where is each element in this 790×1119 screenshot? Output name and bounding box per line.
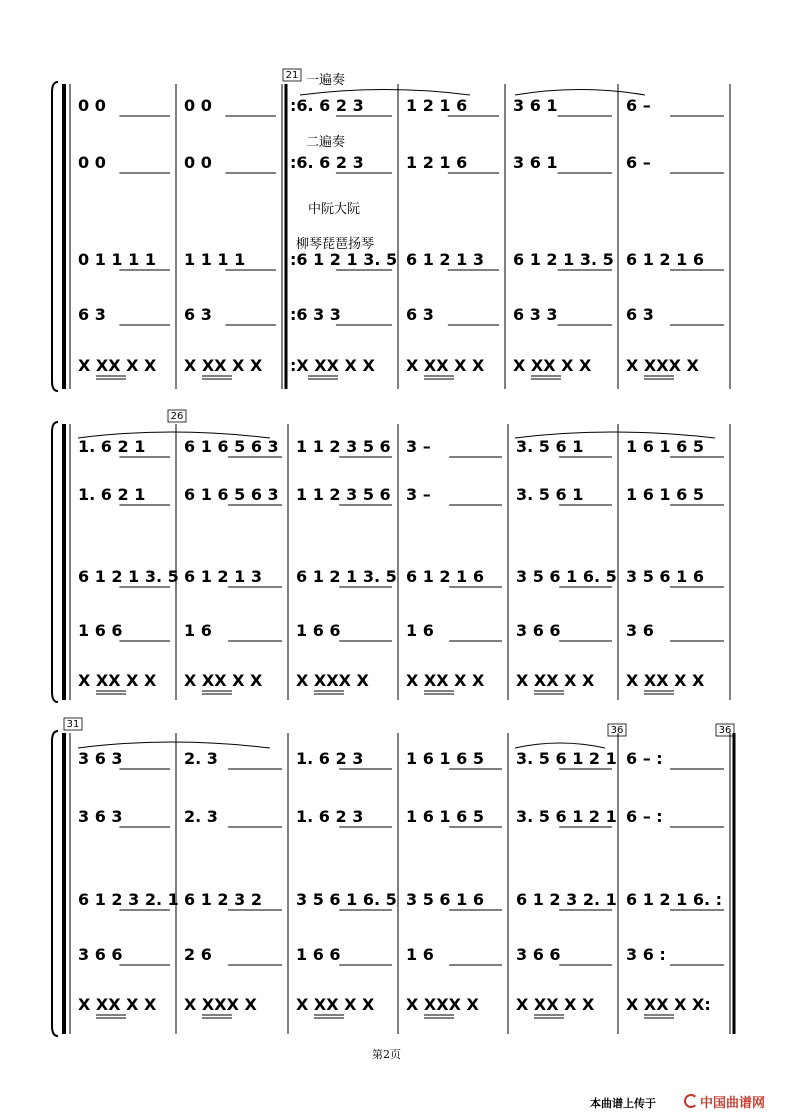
- measure-notation: X XXX X: [406, 995, 479, 1014]
- performance-annotation: 一遍奏: [306, 73, 346, 88]
- measure-notation: :6 3 3: [290, 305, 341, 324]
- measure-notation: 2. 3: [184, 749, 218, 768]
- measure-notation: 6 –: [626, 153, 651, 172]
- measure-notation: 6 1 2 1 6: [406, 567, 484, 586]
- measure-notation: 0 0: [78, 153, 106, 172]
- measure-notation: 1. 6 2 3: [296, 807, 364, 826]
- measure-notation: 1 6 1 6 5: [406, 749, 484, 768]
- measure-notation: 6 1 2 3 2. 1: [78, 890, 179, 909]
- system-brace: [52, 82, 58, 391]
- measure-notation: 2 6: [184, 945, 212, 964]
- phrase-slur: [78, 742, 270, 748]
- phrase-slur: [515, 90, 645, 96]
- performance-annotation: 柳琴琵琶扬琴: [296, 237, 375, 252]
- measure-notation: X XX X X: [78, 995, 157, 1014]
- system-bracket: [62, 84, 66, 389]
- measure-notation: 1 2 1 6: [406, 96, 468, 115]
- measure-notation: 6 1 2 3 2. 1: [516, 890, 617, 909]
- staff-system: [52, 69, 730, 391]
- measure-notation: 3 6 :: [626, 945, 666, 964]
- measure-notation: 3 6: [626, 621, 654, 640]
- system-bracket: [62, 424, 66, 700]
- measure-notation: 6 1 2 3 2: [184, 890, 262, 909]
- measure-notation: 6 1 6 5 6 3: [184, 437, 279, 456]
- measure-notation: 1. 6 2 3: [296, 749, 364, 768]
- bar-number: 21: [285, 70, 299, 81]
- measure-notation: X XX X X: [626, 671, 705, 690]
- measure-notation: X XX X X: [513, 356, 592, 375]
- measure-notation: 6 1 2 1 3. 5: [78, 567, 179, 586]
- brand-name: 中国曲谱网: [700, 1096, 766, 1111]
- measure-notation: 3 6 1: [513, 96, 558, 115]
- brand-logo-icon: [684, 1094, 698, 1108]
- measure-notation: 1 6 6: [78, 621, 123, 640]
- measure-notation: 3 6 3: [78, 749, 123, 768]
- measure-notation: 1 1 2 3 5 6: [296, 485, 391, 504]
- measure-notation: X XX X X: [516, 671, 595, 690]
- measure-notation: 6 1 2 1 3: [184, 567, 262, 586]
- measure-notation: 3 6 6: [516, 621, 561, 640]
- measure-notation: 3 6 6: [516, 945, 561, 964]
- measure-notation: 0 0: [184, 96, 212, 115]
- measure-notation: 1. 6 2 1: [78, 437, 146, 456]
- measure-notation: 1 6: [406, 621, 434, 640]
- measure-notation: 3 5 6 1 6: [626, 567, 704, 586]
- measure-notation: 6 3: [78, 305, 106, 324]
- measure-notation: X XXX X: [184, 995, 257, 1014]
- phrase-slur: [300, 90, 470, 96]
- measure-notation: 6 1 2 1 3. 5: [296, 567, 397, 586]
- measure-notation: 1 6: [406, 945, 434, 964]
- system-brace: [52, 731, 58, 1036]
- measure-notation: X XX X X: [296, 995, 375, 1014]
- measure-notation: 3 –: [406, 437, 431, 456]
- bar-number: 31: [66, 719, 80, 730]
- system-brace: [52, 422, 58, 702]
- measure-notation: :X XX X X: [290, 356, 375, 375]
- phrase-slur: [515, 743, 605, 748]
- measure-notation: 6 –: [626, 96, 651, 115]
- measure-notation: 3. 5 6 1 2 1: [516, 749, 617, 768]
- upload-credit: 本曲谱上传于: [590, 1097, 656, 1110]
- measure-notation: 3. 5 6 1: [516, 485, 584, 504]
- measure-notation: 3 6 3: [78, 807, 123, 826]
- measure-notation: 1 1 2 3 5 6: [296, 437, 391, 456]
- measure-notation: 1 6 1 6 5: [626, 485, 704, 504]
- measure-notation: 3 6 6: [78, 945, 123, 964]
- performance-annotation: 二遍奏: [306, 135, 346, 150]
- measure-notation: 6 3: [626, 305, 654, 324]
- measure-notation: 1. 6 2 1: [78, 485, 146, 504]
- measure-notation: 0 0: [78, 96, 106, 115]
- performance-annotation: 中阮大阮: [308, 202, 361, 217]
- measure-notation: X XX X X: [406, 356, 485, 375]
- measure-notation: :6 1 2 1 3. 5: [290, 250, 398, 269]
- measure-notation: X XXX X: [296, 671, 369, 690]
- measure-notation: 3. 5 6 1: [516, 437, 584, 456]
- measure-notation: 6 1 2 1 6: [626, 250, 704, 269]
- measure-notation: 3 5 6 1 6. 5: [516, 567, 617, 586]
- measure-notation: X XX X X: [406, 671, 485, 690]
- measure-notation: :6. 6 2 3: [290, 96, 364, 115]
- measure-notation: 0 0: [184, 153, 212, 172]
- measure-notation: 1 6 6: [296, 621, 341, 640]
- measure-notation: 3 5 6 1 6. 5: [296, 890, 397, 909]
- measure-notation: X XX X X: [78, 671, 157, 690]
- measure-notation: 3. 5 6 1 2 1: [516, 807, 617, 826]
- staff-system: [52, 410, 730, 702]
- measure-notation: 6 1 2 1 3. 5: [513, 250, 614, 269]
- measure-notation: 1 1 1 1: [184, 250, 246, 269]
- bar-number: 26: [170, 411, 184, 422]
- measure-notation: 0 1 1 1 1: [78, 250, 156, 269]
- measure-notation: 6 – :: [626, 807, 663, 826]
- page-number: 第2页: [372, 1048, 401, 1061]
- bar-number: 36: [718, 725, 732, 736]
- measure-notation: 6 3 3: [513, 305, 558, 324]
- measure-notation: 6 1 6 5 6 3: [184, 485, 279, 504]
- measure-notation: 6 3: [406, 305, 434, 324]
- system-bracket: [62, 733, 66, 1034]
- measure-notation: 1 6 6: [296, 945, 341, 964]
- measure-notation: 1 6: [184, 621, 212, 640]
- measure-notation: 1 6 1 6 5: [626, 437, 704, 456]
- measure-notation: 1 2 1 6: [406, 153, 468, 172]
- measure-notation: 2. 3: [184, 807, 218, 826]
- bar-number: 36: [610, 725, 624, 736]
- measure-notation: X XX X X: [516, 995, 595, 1014]
- staff-system: [52, 718, 734, 1036]
- measure-notation: 1 6 1 6 5: [406, 807, 484, 826]
- measure-notation: :6. 6 2 3: [290, 153, 364, 172]
- measure-notation: 3 6 1: [513, 153, 558, 172]
- measure-notation: 6 – :: [626, 749, 663, 768]
- measure-notation: 3 –: [406, 485, 431, 504]
- measure-notation: 3 5 6 1 6: [406, 890, 484, 909]
- measure-notation: 6 3: [184, 305, 212, 324]
- measure-notation: X XX X X:: [626, 995, 711, 1014]
- measure-notation: X XX X X: [78, 356, 157, 375]
- measure-notation: X XX X X: [184, 671, 263, 690]
- measure-notation: 6 1 2 1 3: [406, 250, 484, 269]
- measure-notation: 6 1 2 1 6. :: [626, 890, 722, 909]
- measure-notation: X XX X X: [184, 356, 263, 375]
- measure-notation: X XXX X: [626, 356, 699, 375]
